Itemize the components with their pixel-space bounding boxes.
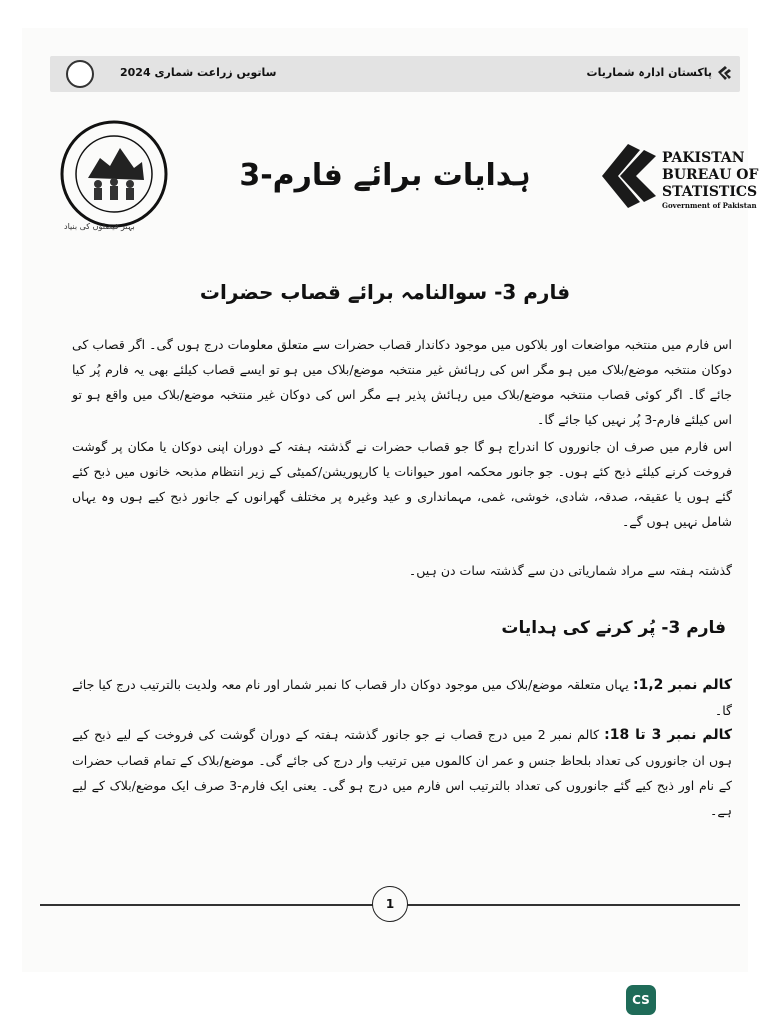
census-tagline: بہتر فیصلوں کی بنیاد [64, 222, 135, 231]
pbs-small-logo-icon [716, 64, 734, 86]
pbs-gov-text: Government of Pakistan [662, 201, 757, 210]
pbs-line1: PAKISTAN [662, 150, 745, 166]
column-3-18-instruction [72, 722, 732, 823]
pbs-line2: BUREAU OF [662, 167, 759, 183]
paragraph-animals: اس فارم میں صرف ان جانوروں کا اندراج ہو گا جو قصاب حضرات نے گذشتہ ہفتہ کے دوران اپنی دوکان یا مکان پر گوشت فروخت کرنے کیلئے ذبح کئے ہوں۔ جو جانور محکمہ امور حیوانات یا کارپوریشن/کمیٹی کے زیر انتظام مذبحہ خانوں میں ذبح کئے گئے ہوں یا عقیقہ، صدقہ، شادی، خوشی، غمی، مہمانداری و عید وغیرہ پر مختلف گھرانوں کے جانور ذبح کیے ہوں وہ یہاں شامل نہیں ہوں گے۔ [72, 439, 732, 529]
census-logo [58, 118, 170, 230]
header-org-name: پاکستان ادارہ شماریات [586, 66, 712, 79]
fill-instructions-title: فارم 3- پُر کرنے کی ہدایات [501, 618, 726, 638]
section-title: فارم 3- سوالنامہ برائے قصاب حضرات [199, 280, 571, 304]
column-3-18-label: کالم نمبر 3 تا 18: [604, 727, 732, 743]
census-small-logo-icon [66, 60, 94, 88]
column-1-2-text: یہاں متعلقہ موضع/بلاک میں موجود دوکان دار قصاب کا نمبر شمار اور نام معہ ولدیت بالترتیب درج کیا جائے گا۔ [72, 677, 732, 718]
pbs-line3: STATISTICS [662, 184, 758, 200]
paragraph-intro: اس فارم میں منتخبہ مواضعات اور بلاکوں میں موجود دکاندار قصاب حضرات سے متعلق معلومات درج ہوں گی۔ اگر قصاب کی دوکان منتخبہ موضع/بلاک میں ہو مگر اس کی رہائش غیر منتخبہ موضع/بلاک میں ہو تو ایسے قصاب کیلئے بھی یہ فارم پُر کیا جائے گا۔ اگر کوئی قصاب منتخبہ موضع/بلاک میں رہائش پذیر ہے مگر اس کی دوکان غیر منتخبہ موضع/بلاک میں واقع ہو تو اس کیلئے فارم-3 پُر نہیں کیا جائے گا۔ [72, 337, 732, 427]
pbs-logo-text [662, 150, 758, 201]
camscanner-badge: CS [626, 985, 656, 1015]
header-census-label: ساتویں زراعت شماری 2024 [120, 66, 277, 79]
page-number: 1 [372, 886, 408, 922]
column-3-18-text: کالم نمبر 2 میں درج قصاب نے جو جانور گذشتہ ہفتہ کے دوران گوشت کی فروخت کے لیے ذبح کیے ہوں ان جانوروں کی تعداد بلحاظ جنس و عمر ان کالموں میں ترتیب وار درج کی جائے گی۔ موضع/بلاک کے تمام قصاب حضرات کے نام اور ذبح کیے گئے جانوروں کی تعداد بالترتیب اس فارم میں درج ہو گی۔ یعنی ایک فارم-3 صرف ایک موضع/بلاک کے لیے ہے۔ [72, 727, 732, 818]
page-title: ہدایات برائے فارم-3 [239, 158, 531, 193]
pbs-logo-icon [600, 140, 660, 216]
column-1-2-label: کالم نمبر 1,2: [632, 677, 733, 693]
column-1-2-instruction [72, 672, 732, 723]
paragraph-week-definition: گذشتہ ہفتہ سے مراد شماریاتی دن سے گذشتہ سات دن ہیں۔ [408, 563, 732, 578]
